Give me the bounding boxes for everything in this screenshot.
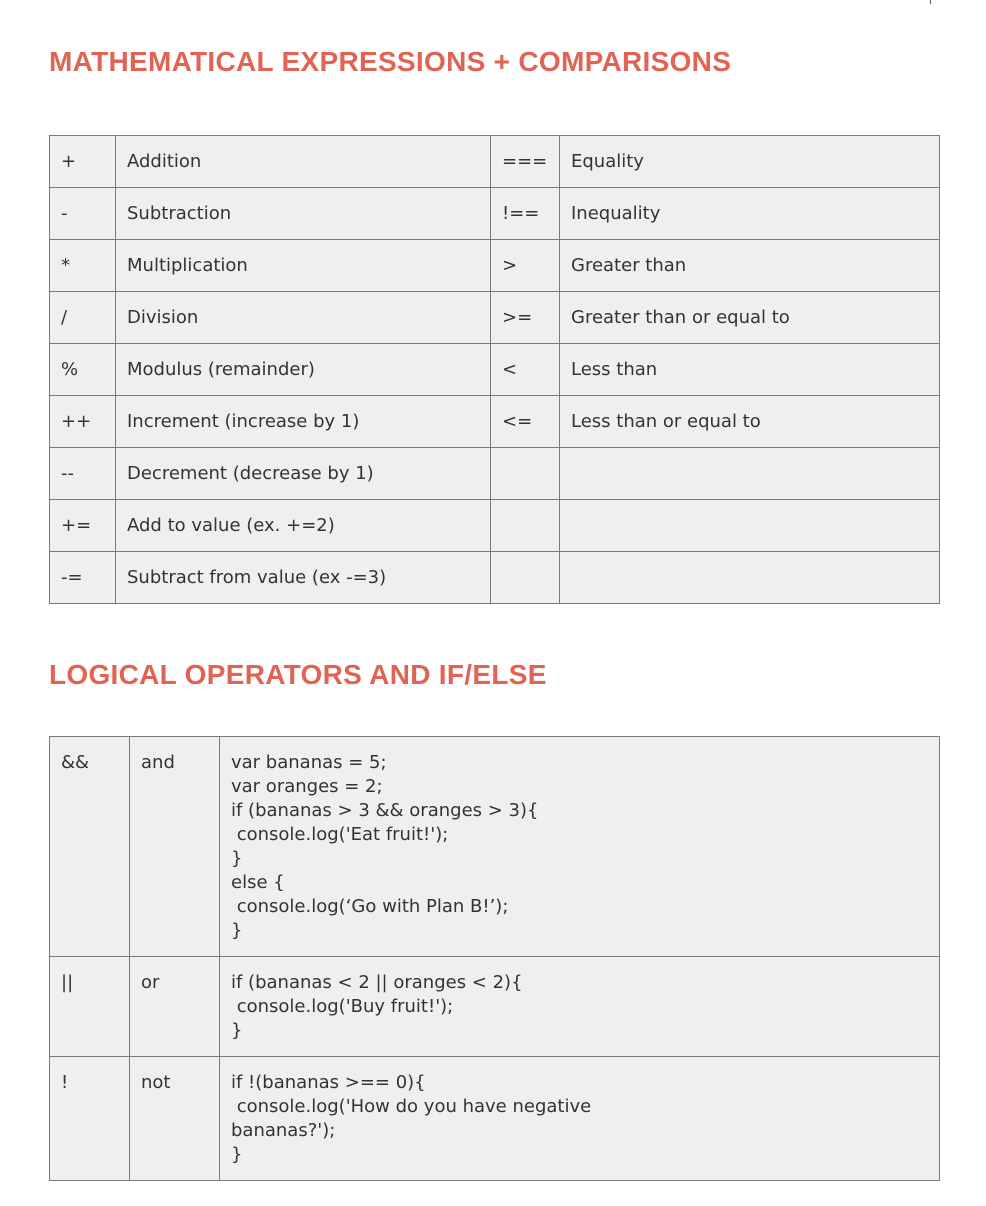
- table-row: [50, 292, 940, 344]
- comparison-description: Equality: [560, 136, 940, 188]
- operator-description: Division: [116, 292, 491, 344]
- logical-operator-name: or: [130, 957, 220, 1057]
- logical-operator-cell: !: [50, 1057, 130, 1181]
- math-section-title: MATHEMATICAL EXPRESSIONS + COMPARISONS: [49, 46, 732, 77]
- operator-cell: -: [50, 188, 116, 240]
- operator-description: Add to value (ex. +=2): [116, 500, 491, 552]
- logical-operators-table: [49, 736, 940, 1181]
- comparison-description: [560, 448, 940, 500]
- logic-section-title: LOGICAL OPERATORS AND IF/ELSE: [49, 659, 547, 690]
- table-row: [50, 396, 940, 448]
- operator-description: Increment (increase by 1): [116, 396, 491, 448]
- comparison-cell: >=: [491, 292, 560, 344]
- code-example: if !(bananas >== 0){ console.log('How do you have negative bananas?'); }: [220, 1057, 940, 1181]
- comparison-cell: ===: [491, 136, 560, 188]
- comparison-description: [560, 500, 940, 552]
- operator-cell: ++: [50, 396, 116, 448]
- table-row: [50, 552, 940, 604]
- table-row: [50, 344, 940, 396]
- operator-cell: +=: [50, 500, 116, 552]
- code-example: var bananas = 5; var oranges = 2; if (bananas > 3 && oranges > 3){ console.log('Eat fruit!'); } else { console.log(‘Go with Plan B!’); }: [220, 737, 940, 957]
- operator-cell: --: [50, 448, 116, 500]
- operator-cell: /: [50, 292, 116, 344]
- comparison-description: Less than: [560, 344, 940, 396]
- operator-cell: -=: [50, 552, 116, 604]
- comparison-description: Inequality: [560, 188, 940, 240]
- page-corner-mark: [930, 0, 931, 4]
- operator-description: Subtraction: [116, 188, 491, 240]
- table-row: [50, 448, 940, 500]
- table-row: [50, 500, 940, 552]
- table-row: [50, 1057, 940, 1181]
- operator-description: Subtract from value (ex -=3): [116, 552, 491, 604]
- comparison-cell: !==: [491, 188, 560, 240]
- comparison-cell: >: [491, 240, 560, 292]
- table-row: [50, 136, 940, 188]
- comparison-cell: [491, 500, 560, 552]
- logical-operator-cell: ||: [50, 957, 130, 1057]
- operator-cell: +: [50, 136, 116, 188]
- table-row: [50, 737, 940, 957]
- code-example: if (bananas < 2 || oranges < 2){ console.log('Buy fruit!'); }: [220, 957, 940, 1057]
- comparison-cell: [491, 448, 560, 500]
- comparison-cell: <=: [491, 396, 560, 448]
- operator-cell: *: [50, 240, 116, 292]
- table-row: [50, 240, 940, 292]
- comparison-cell: [491, 552, 560, 604]
- table-row: [50, 188, 940, 240]
- logical-operator-name: and: [130, 737, 220, 957]
- comparison-description: Greater than or equal to: [560, 292, 940, 344]
- logical-operator-cell: &&: [50, 737, 130, 957]
- operator-cell: %: [50, 344, 116, 396]
- logical-operator-name: not: [130, 1057, 220, 1181]
- comparison-description: Less than or equal to: [560, 396, 940, 448]
- operator-description: Decrement (decrease by 1): [116, 448, 491, 500]
- comparison-cell: <: [491, 344, 560, 396]
- comparison-description: Greater than: [560, 240, 940, 292]
- operator-description: Addition: [116, 136, 491, 188]
- comparison-description: [560, 552, 940, 604]
- table-row: [50, 957, 940, 1057]
- operator-description: Multiplication: [116, 240, 491, 292]
- operator-description: Modulus (remainder): [116, 344, 491, 396]
- math-operators-table: [49, 135, 940, 604]
